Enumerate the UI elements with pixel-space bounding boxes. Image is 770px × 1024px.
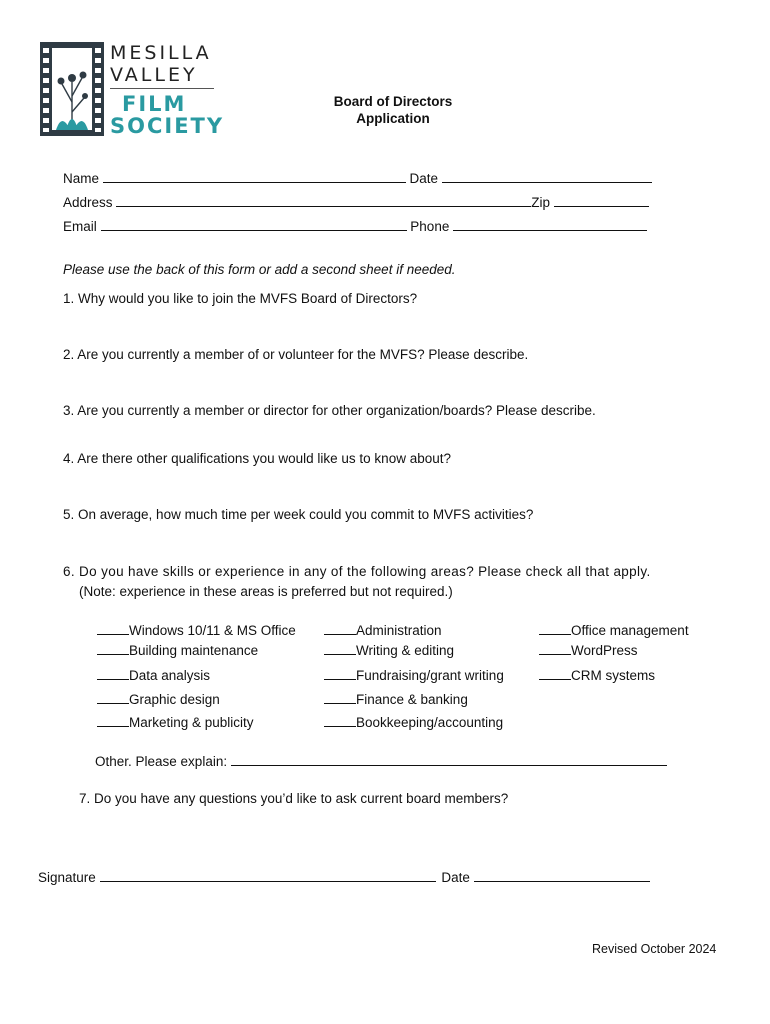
skill-label: Finance & banking — [356, 692, 468, 707]
logo-line-1: MESILLA — [110, 42, 212, 64]
skill-checkbox[interactable] — [97, 623, 296, 638]
skill-checkbox[interactable] — [324, 692, 468, 707]
skill-checkbox[interactable] — [324, 643, 454, 658]
signature-field[interactable] — [38, 869, 650, 885]
phone-label: Phone — [410, 219, 450, 234]
question-5: 5. On average, how much time per week could you commit to MVFS activities? — [63, 507, 534, 522]
address-field[interactable] — [63, 194, 649, 210]
date-label: Date — [409, 171, 439, 186]
form-title: Board of Directors — [333, 94, 453, 109]
logo-line-2: VALLEY — [110, 64, 198, 86]
question-1: 1. Why would you like to join the MVFS Board of Directors? — [63, 291, 418, 306]
instructions-note: Please use the back of this form or add a second sheet if needed. — [63, 262, 456, 277]
signature-date-input-line[interactable] — [474, 869, 650, 882]
skill-checkbox[interactable] — [324, 623, 442, 638]
skill-checkbox[interactable] — [539, 668, 655, 683]
email-label: Email — [63, 219, 97, 234]
name-input-line[interactable] — [103, 170, 406, 183]
skill-checkbox[interactable] — [539, 643, 638, 658]
signature-label: Signature — [38, 870, 96, 885]
other-label: Other. Please explain: — [95, 754, 228, 769]
date-input-line[interactable] — [442, 170, 652, 183]
signature-input-line[interactable] — [100, 869, 436, 882]
question-3: 3. Are you currently a member or director for other organization/boards? Please describe. — [63, 403, 596, 418]
logo-line-4: SOCIETY — [110, 114, 225, 138]
email-input-line[interactable] — [101, 218, 407, 231]
zip-label: Zip — [531, 195, 551, 210]
skill-label: WordPress — [571, 643, 638, 658]
skill-label: Graphic design — [129, 692, 220, 707]
skill-checkbox[interactable] — [539, 623, 689, 638]
skill-label: Administration — [356, 623, 442, 638]
logo-line-3: FILM — [122, 92, 187, 116]
zip-input-line[interactable] — [554, 194, 649, 207]
name-label: Name — [63, 171, 100, 186]
skill-checkbox[interactable] — [324, 668, 504, 683]
form-subtitle: Application — [356, 111, 430, 126]
question-6: 6. Do you have skills or experience in any of the following areas? Please check all that apply. — [63, 564, 651, 579]
skill-label: Fundraising/grant writing — [356, 668, 504, 683]
question-6-note: (Note: experience in these areas is preferred but not required.) — [79, 584, 453, 599]
skill-label: Marketing & publicity — [129, 715, 254, 730]
question-7: 7. Do you have any questions you’d like to ask current board members? — [79, 791, 509, 806]
skill-label: Windows 10/11 & MS Office — [129, 623, 296, 638]
phone-input-line[interactable] — [453, 218, 647, 231]
skill-checkbox[interactable] — [97, 715, 254, 730]
skill-label: Writing & editing — [356, 643, 455, 658]
address-label: Address — [63, 195, 113, 210]
other-field[interactable] — [95, 753, 667, 769]
skill-label: Bookkeeping/accounting — [356, 715, 504, 730]
email-field[interactable] — [63, 218, 647, 234]
signature-date-label: Date — [441, 870, 470, 885]
skill-label: CRM systems — [571, 668, 655, 683]
skill-label: Building maintenance — [129, 643, 259, 658]
question-4: 4. Are there other qualifications you would like us to know about? — [63, 451, 451, 466]
other-input-line[interactable] — [231, 753, 667, 766]
question-2: 2. Are you currently a member of or volunteer for the MVFS? Please describe. — [63, 347, 529, 362]
skill-checkbox[interactable] — [97, 668, 210, 683]
address-input-line[interactable] — [116, 194, 531, 207]
skill-checkbox[interactable] — [324, 715, 503, 730]
skill-checkbox[interactable] — [97, 692, 220, 707]
revision-footer: Revised October 2024 — [592, 942, 717, 956]
name-field[interactable] — [63, 170, 652, 186]
skill-label: Data analysis — [129, 668, 211, 683]
skill-label: Office management — [571, 623, 689, 638]
skill-checkbox[interactable] — [97, 643, 258, 658]
